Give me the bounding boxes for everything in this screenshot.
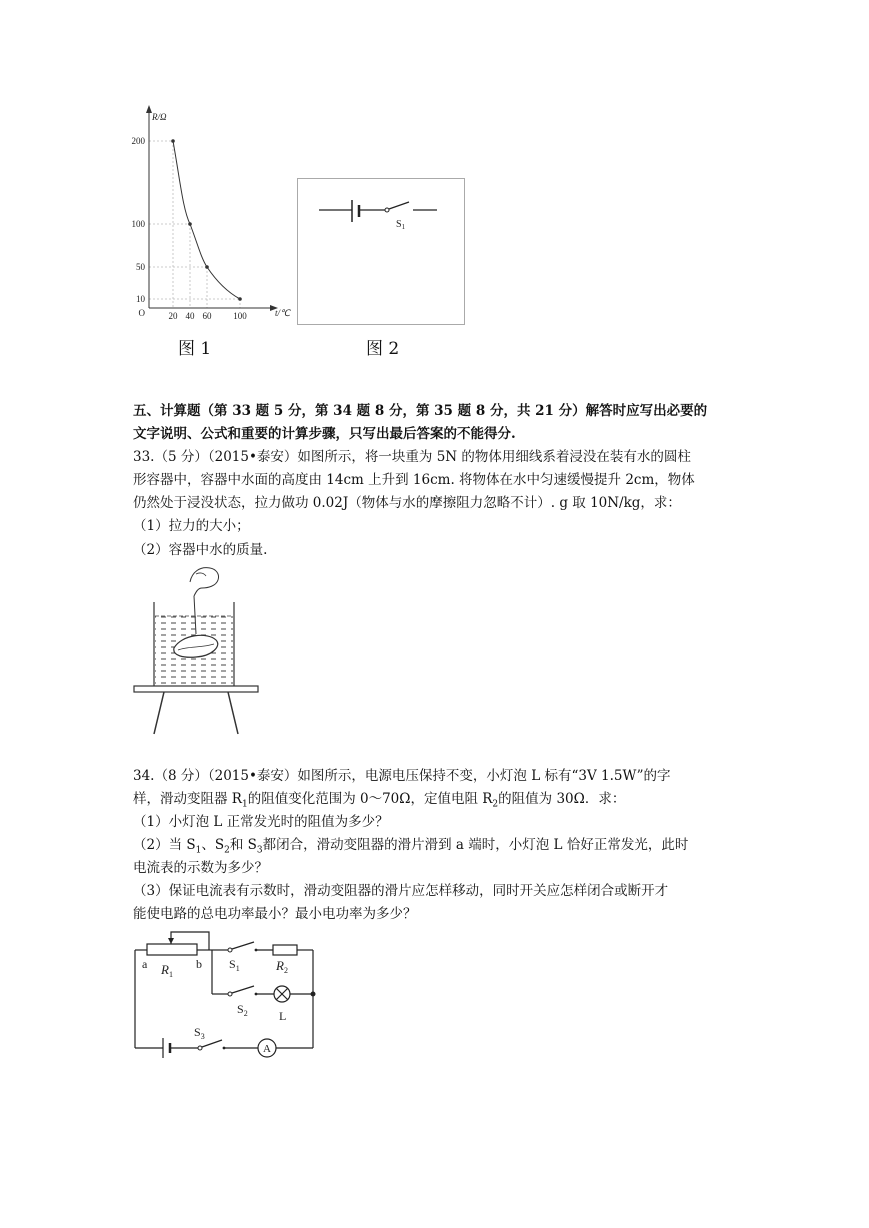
switch-s1-pivot <box>228 948 232 952</box>
x-axis-label: t/℃ <box>275 308 291 318</box>
section-heading-line2: 文字说明、公式和重要的计算步骤，只写出最后答案的不能得分. <box>133 426 516 442</box>
y-tick-label: 200 <box>131 136 145 146</box>
figure1-graph <box>125 100 300 325</box>
switch-s2-pivot <box>228 992 232 996</box>
figure1-caption: 图 1 <box>178 339 212 359</box>
q33-line3: 仍然处于浸没状态，拉力做功 0.02J（物体与水的摩擦阻力忽略不计）. g 取 10N/kg，求： <box>133 495 681 511</box>
slider-arrow <box>168 938 174 944</box>
switch-s1-blade <box>232 942 254 949</box>
resistor-r2 <box>273 945 297 955</box>
switch-blade <box>389 202 409 209</box>
switch-s3-pivot <box>198 1046 202 1050</box>
x-tick-label: 100 <box>233 311 247 321</box>
x-tick-label: 20 <box>168 311 178 321</box>
data-point <box>171 139 175 143</box>
q33-beaker-illustration <box>130 560 270 740</box>
section-heading-line1: 五、计算题（第 33 题 5 分，第 34 题 8 分，第 35 题 8 分，共 21 分）解答时应写出必要的 <box>133 403 708 419</box>
y-tick-label: 50 <box>136 262 145 272</box>
figure2-frame <box>298 179 465 325</box>
data-point <box>205 265 209 269</box>
hand-icon <box>190 568 219 596</box>
switch-pivot <box>385 208 389 212</box>
resistance-curve <box>173 141 240 299</box>
q34-line1: 34.（8 分）（2015•泰安）如图所示，电源电压保持不变，小灯泡 L 标有“3V 1.5W”的字 <box>133 768 671 784</box>
label-s2: $S_2$ <box>237 1002 248 1018</box>
y-axis-label: R/Ω <box>152 112 167 122</box>
label-r1: $R_1$ <box>161 962 173 979</box>
q33-sub1: （1）拉力的大小； <box>133 518 250 534</box>
q34-circuit-diagram <box>130 924 330 1060</box>
q34-sub1: （1）小灯泡 L 正常发光时的阻值为多少？ <box>133 814 389 830</box>
label-r2: $R_2$ <box>276 958 288 975</box>
switch-label: $S_1$ <box>396 219 406 231</box>
rheostat-r1 <box>147 944 197 955</box>
x-tick-label: 60 <box>202 311 212 321</box>
q33-sub2: （2）容器中水的质量. <box>133 542 268 558</box>
q33-line2: 形容器中，容器中水面的高度由 14cm 上升到 16cm. 将物体在水中匀速缓慢提升 2cm，物体 <box>133 472 695 488</box>
switch-s3-contact <box>223 1047 226 1050</box>
table-leg <box>154 692 164 734</box>
label-s1: $S_1$ <box>229 957 240 973</box>
table-top <box>134 686 258 692</box>
rheostat-slider <box>171 932 209 944</box>
label-l: L <box>279 1009 287 1023</box>
label-s3: $S_3$ <box>194 1025 205 1041</box>
switch-s1-contact <box>255 949 258 952</box>
q34-sub2-line1: （2）当 $S_1$、$S_2$和 $S_3$都闭合，滑动变阻器的滑片滑到 a 端时，小灯泡 L 恰好正常发光，此时 <box>133 837 689 856</box>
label-a: a <box>142 957 148 971</box>
hand-icon <box>196 573 206 576</box>
y-tick-label: 100 <box>131 219 145 229</box>
q34-line2: 样，滑动变阻器 $R_1$的阻值变化范围为 0～70Ω，定值电阻 $R_2$的阻值为 30Ω．求： <box>133 791 626 810</box>
x-tick-label: 40 <box>185 311 195 321</box>
q34-sub3-line2: 能使电路的总电功率最小？最小电功率为多少？ <box>133 906 417 922</box>
origin-label: O <box>138 308 145 318</box>
ammeter-label: A <box>263 1043 271 1055</box>
data-point <box>188 222 192 226</box>
switch-s2-blade <box>232 986 254 993</box>
q33-line1: 33.（5 分）（2015•泰安）如图所示，将一块重为 5N 的物体用细线系着浸没在装有水的圆柱 <box>133 449 691 465</box>
y-tick-label: 10 <box>136 294 145 304</box>
q34-sub3-line1: （3）保证电流表有示数时，滑动变阻器的滑片应怎样移动，同时开关应怎样闭合或断开才 <box>133 883 669 899</box>
data-point <box>238 297 242 301</box>
figure2-caption: 图 2 <box>366 339 400 359</box>
q34-sub2-line2: 电流表的示数为多少？ <box>133 860 268 876</box>
switch-s2-contact <box>255 993 258 996</box>
label-b: b <box>196 957 202 971</box>
table-leg <box>228 692 238 734</box>
junction-dot <box>311 992 316 997</box>
figure2-circuit <box>297 178 467 328</box>
switch-s3-blade <box>202 1040 222 1047</box>
